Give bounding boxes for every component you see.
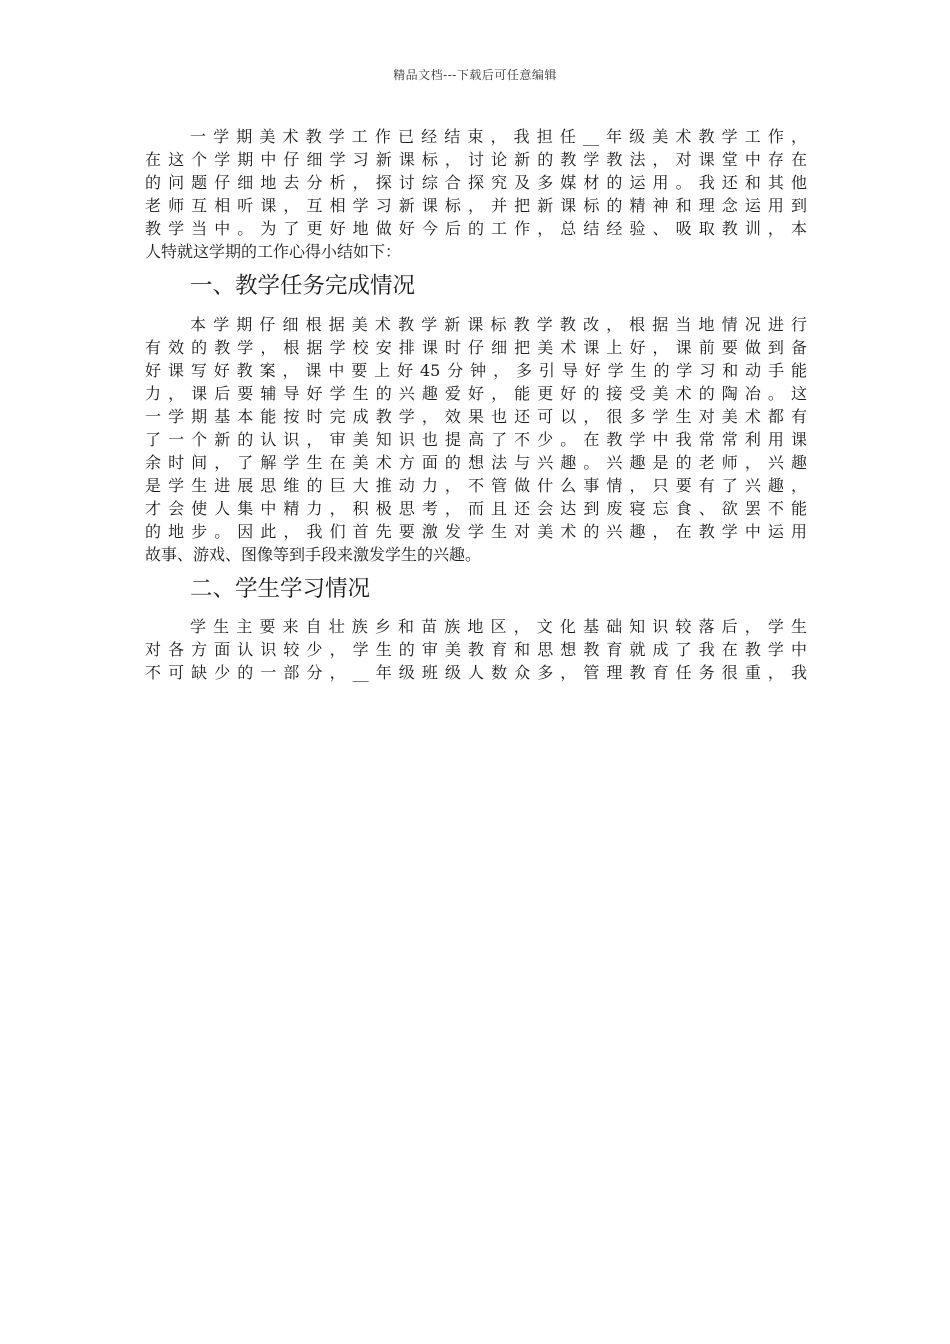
- text-line: 了一个新的认识，审美知识也提高了不少。在教学中我常常利用课: [145, 429, 807, 449]
- text-line: 老师互相听课，互相学习新课标，并把新课标的精神和理念运用到: [145, 196, 807, 215]
- paragraph-students: [145, 614, 807, 683]
- text-line: 才会使人集中精力，积极思考，而且还会达到废寝忘食、欲罢不能: [145, 498, 807, 518]
- section-heading-2: 二、学生学习情况: [190, 575, 371, 602]
- text-line: 对各方面认识较少，学生的审美教育和思想教育就成了我在教学中: [145, 640, 807, 660]
- text-line: 人特就这学期的工作心得小结如下：: [145, 242, 402, 261]
- text-line: 故事、游戏、图像等到手段来激发学生的兴趣。: [145, 544, 482, 564]
- text-line: 学生主要来自壮族乡和苗族地区，文化基础知识较落后，学生: [190, 617, 807, 637]
- text-line: 在这个学期中仔细学习新课标，讨论新的教学教法，对课堂中存在: [145, 150, 807, 169]
- text-line: 有效的教学，根据学校安排课时仔细把美术课上好，课前要做到备: [145, 337, 807, 357]
- text-line: 的问题仔细地去分析，探讨综合探究及多媒材的运用。我还和其他: [145, 173, 807, 192]
- text-line: 不可缺少的一部分，__年级班级人数众多，管理教育任务很重，我: [145, 663, 807, 683]
- text-line: 的地步。因此，我们首先要激发学生对美术的兴趣，在教学中运用: [145, 521, 807, 541]
- paragraph-teaching: [145, 312, 807, 565]
- text-line: 一学期美术教学工作已经结束，我担任__年级美术教学工作，: [190, 127, 807, 146]
- text-line: 是学生进展思维的巨大推动力，不管做什么事情，只要有了兴趣，: [145, 475, 807, 495]
- section-heading-1: 一、教学任务完成情况: [190, 273, 416, 299]
- text-line: 本学期仔细根据美术教学新课标教学教改，根据当地情况进行: [190, 314, 807, 334]
- text-line: 好课写好教案，课中要上好45分钟，多引导好学生的学习和动手能: [145, 360, 807, 380]
- paragraph-intro: [145, 124, 807, 262]
- text-line: 一学期基本能按时完成教学，效果也还可以，很多学生对美术都有: [145, 406, 807, 426]
- text-line: 力，课后要辅导好学生的兴趣爱好，能更好的接受美术的陶冶。这: [145, 383, 807, 403]
- text-line: 教学当中。为了更好地做好今后的工作，总结经验、吸取教训，本: [145, 219, 807, 238]
- document-body: [145, 124, 807, 683]
- text-line: 余时间，了解学生在美术方面的想法与兴趣。兴趣是的老师，兴趣: [145, 452, 807, 472]
- page-header: 精品文档---下载后可任意编辑: [393, 68, 557, 82]
